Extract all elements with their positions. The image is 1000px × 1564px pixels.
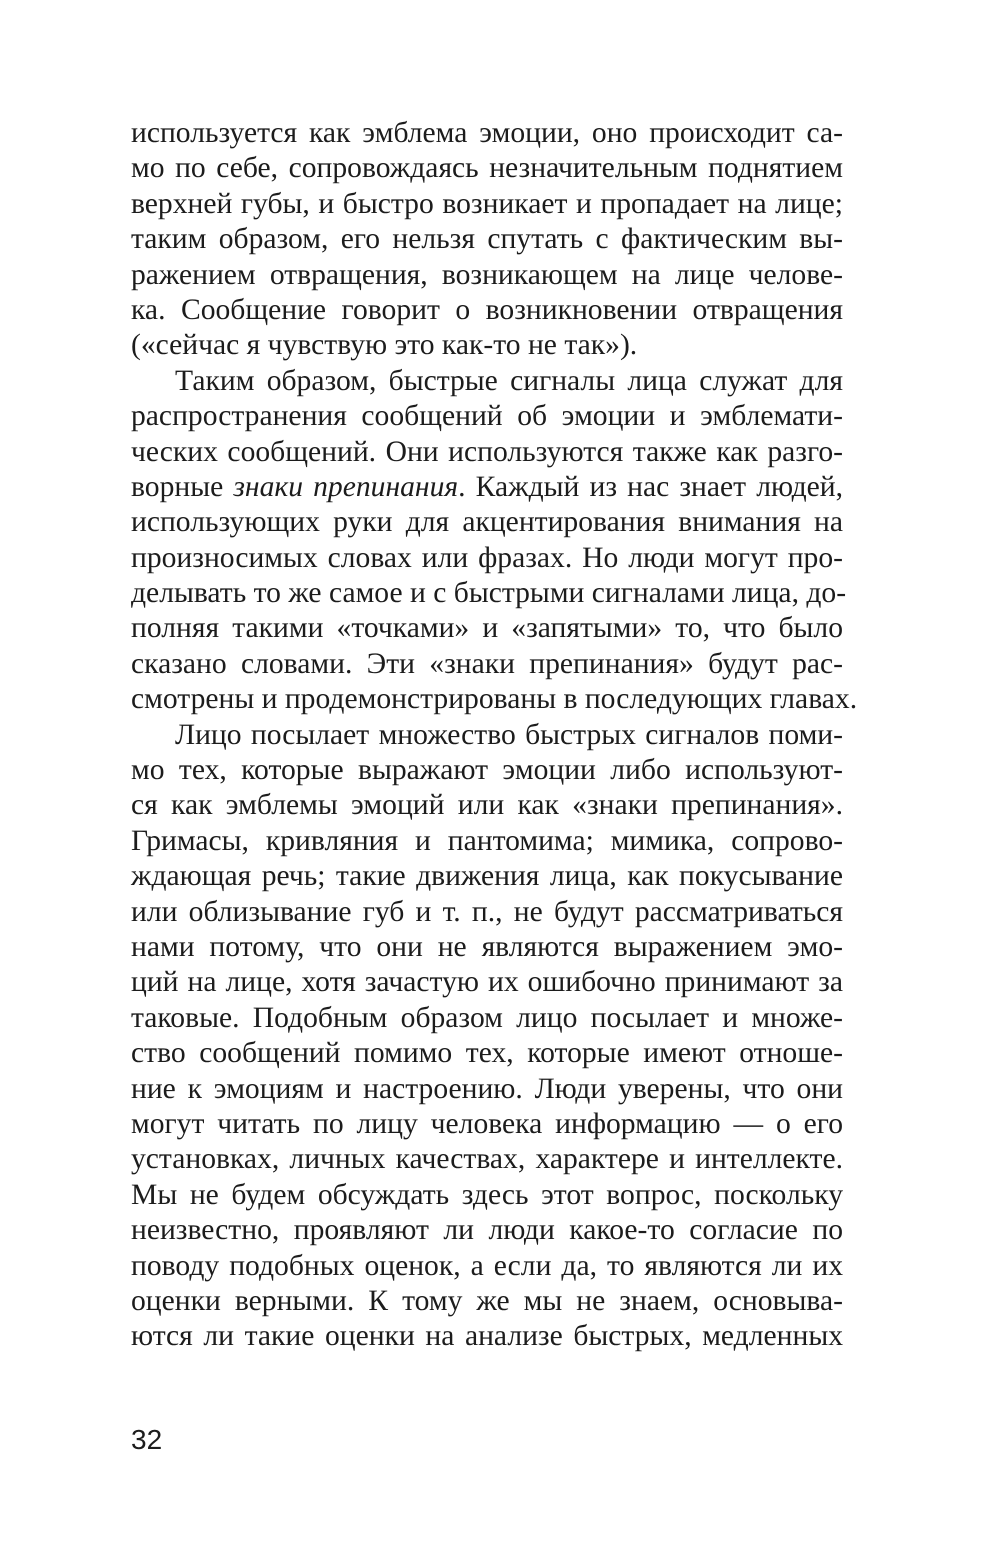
text-line: или облизывание губ и т. п., не будут рассматриваться [131,895,843,928]
text-line: ются ли такие оценки на анализе быстрых, медленных [131,1320,843,1353]
text-line: могут читать по лицу человека информацию — о его [131,1107,843,1140]
text-line: Таким образом, быстрые сигналы лица служат для [175,364,843,397]
text-line: установках, личных качествах, характере и интеллекте. [131,1143,843,1176]
italic-term: знаки препинания [233,470,459,503]
text-line: ся как эмблемы эмоций или как «знаки препинания». [131,789,843,822]
text-line: ство сообщений помимо тех, которые имеют отноше- [131,1037,843,1070]
text-line: ческих сообщений. Они используются также как разго- [131,435,843,468]
text-line: сказано словами. Эти «знаки препинания» будут рас- [131,647,843,680]
text-line: неизвестно, проявляют ли люди какое-то согласие по [131,1214,843,1247]
text-line: мо по себе, сопровождаясь незначительным поднятием [131,152,843,185]
text-line: («сейчас я чувствую это как-то не так»). [131,329,638,362]
text-line: Мы не будем обсуждать здесь этот вопрос, поскольку [131,1178,843,1211]
text-line: полняя такими «точками» и «запятыми» то, что было [131,612,843,645]
text-line: ка. Сообщение говорит о возникновении отвращения [131,293,843,326]
paragraph [131,364,858,718]
text-line: распространения сообщений об эмоции и эмблемати- [131,400,843,433]
text-line: делывать то же самое и с быстрыми сигналами лица, до- [131,577,847,610]
text-line: ние к эмоциям и настроению. Люди уверены, что они [131,1072,843,1105]
text-line: таким образом, его нельзя спутать с фактическим вы- [131,223,843,256]
text-line: таковые. Подобным образом лицо посылает и множе- [131,1001,843,1034]
text-fragment: ворные [131,470,234,503]
text-line: ражением отвращения, возникающем на лице челове- [131,258,843,291]
body-text [131,116,858,1355]
text-line: смотрены и продемонстрированы в последующих главах. [131,683,858,716]
page-number: 32 [131,1424,163,1455]
text-line: используется как эмблема эмоции, оно происходит са- [131,117,843,149]
text-line: нами потому, что они не являются выражением эмо- [131,930,843,963]
text-line: оценки верными. К тому же мы не знаем, основыва- [131,1284,843,1317]
text-line: Лицо посылает множество быстрых сигналов поми- [175,718,843,751]
text-line: Гримасы, кривляния и пантомима; мимика, сопрово- [131,824,843,857]
text-line: верхней губы, и быстро возникает и пропадает на лице; [131,187,843,220]
text-line: ций на лице, хотя зачастую их ошибочно принимают за [131,966,843,999]
text-line: ждающая речь; такие движения лица, как покусывание [131,860,843,893]
text-line: использующих руки для акцентирования внимания на [131,506,843,539]
paragraph [131,116,843,364]
text-line [131,470,843,505]
text-fragment: . Каждый из нас знает людей, [458,470,843,503]
text-line: произносимых словах или фразах. Но люди могут про- [131,541,843,574]
text-line: мо тех, которые выражают эмоции либо используют- [131,754,843,787]
paragraph [131,718,843,1355]
text-line: поводу подобных оценок, а если да, то являются ли их [131,1249,843,1282]
